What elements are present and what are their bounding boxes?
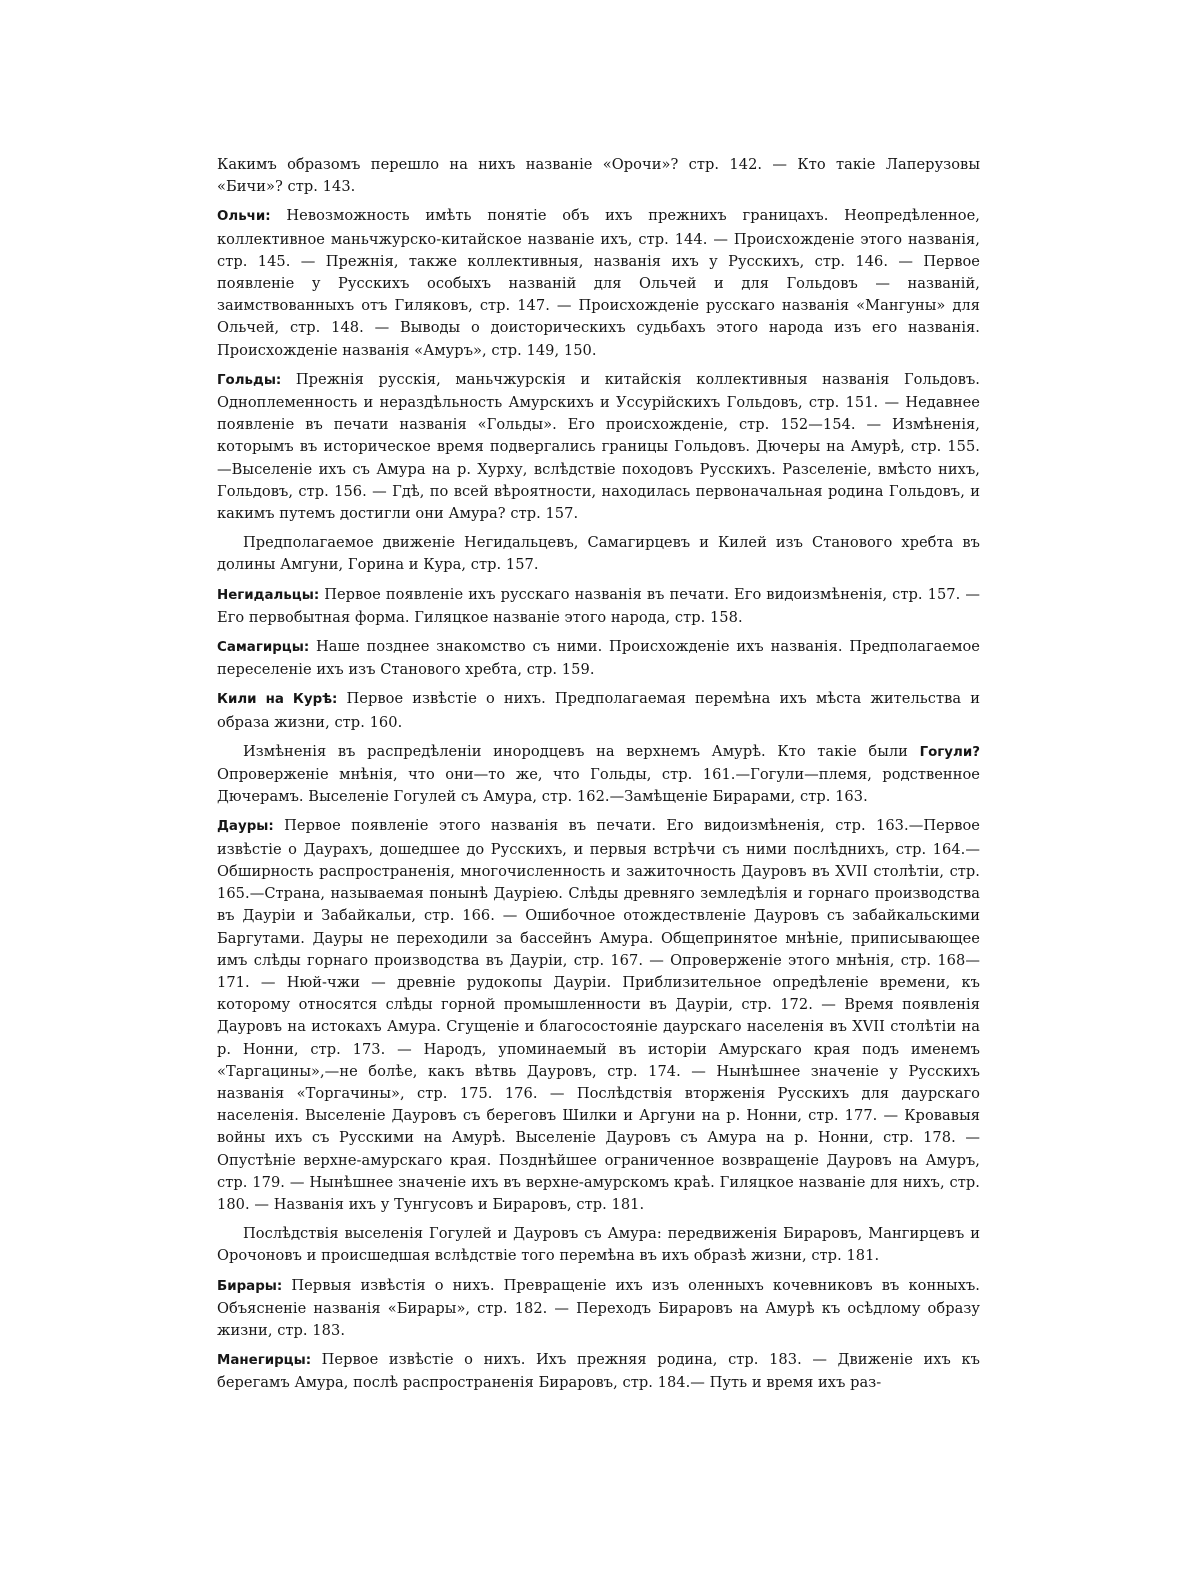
paragraph-goguli [217, 741, 980, 809]
paragraph-text: Невозможность имѣть понятіе объ ихъ прежнихъ границахъ. Неопредѣленное, коллективное маньчжурско-китайское названіе ихъ, стр. 144. — Происхожденіе этого названія, стр. 145. — Прежнія, также коллективныя, названія ихъ у Русскихъ, стр. 146. — Первое появленіе у Русскихъ особыхъ названій для Ольчей и для Гольдовъ — названій, заимствованныхъ отъ Гиляковъ, стр. 147. — Происхожденіе русскаго названія «Мангуны» для Ольчей, стр. 148. — Выводы о доисторическихъ судьбахъ этого народа изъ его названія. Происхожденіе названія «Амуръ», стр. 149, 150. [217, 207, 980, 359]
section-heading-daury: Дауры: [217, 819, 274, 835]
paragraph-goldy [217, 369, 980, 525]
paragraph-text: Прежнія русскія, маньчжурскія и китайскія коллективныя названія Гольдовъ. Одноплеменность и нераздѣльность Амурскихъ и Уссурійскихъ Гольдовъ, стр. 151. — Недавнее появленіе въ печати названія «Гольды». Его происхожденіе, стр. 152—154. — Измѣненія, которымъ въ историческое время подвергались границы Гольдовъ. Дючеры на Амурѣ, стр. 155.—Выселеніе ихъ съ Амура на р. Хурху, вслѣдствіе походовъ Русскихъ. Разселеніе, вмѣсто нихъ, Гольдовъ, стр. 156. — Гдѣ, по всей вѣроятности, находилась первоначальная родина Гольдовъ, и какимъ путемъ достигли они Амура? стр. 157. [217, 370, 980, 523]
paragraph-text: Послѣдствія выселенія Гогулей и Дауровъ съ Амура: передвиженія Бираровъ, Мангирцевъ и Орочоновъ и происшедшая вслѣдствіе того перемѣна въ ихъ образѣ жизни, стр. 181. [217, 1225, 980, 1265]
paragraph-movement [217, 532, 980, 576]
paragraph-text: Измѣненія въ распредѣленіи инородцевъ на верхнемъ Амурѣ. Кто такіе были [243, 742, 920, 760]
section-heading-manegirtsy: Манегирцы: [217, 1353, 312, 1369]
paragraph-orochi [217, 154, 980, 198]
paragraph-text: Первое извѣстіе о нихъ. Ихъ прежняя родина, стр. 183. — Движеніе ихъ къ берегамъ Амура, послѣ распространенія Бираровъ, стр. 184.— Путь и время ихъ раз- [217, 1351, 980, 1392]
section-heading-kili: Кили на Курѣ: [217, 692, 338, 708]
paragraph-text: Первое появленіе этого названія въ печати. Его видоизмѣненія, стр. 163.—Первое извѣстіе о Даурахъ, дошедшее до Русскихъ, и первыя встрѣчи съ ними послѣднихъ, стр. 164.—Обширность распространенія, многочисленность и зажиточность Дауровъ въ XVII столѣтіи, стр. 165.—Страна, называемая понынѣ Дауріею. Слѣды древняго земледѣлія и горнаго производства въ Дауріи и Забайкальи, стр. 166. — Ошибочное отождествленіе Дауровъ съ забайкальскими Баргутами. Дауры не переходили за бассейнъ Амура. Общепринятое мнѣніе, приписывающее имъ слѣды горнаго производства въ Дауріи, стр. 167. — Опроверженіе этого мнѣнія, стр. 168—171. — Нюй-чжи — древніе рудокопы Дауріи. Приблизительное опредѣленіе времени, къ которому относятся слѣды горной промышленности въ Дауріи, стр. 172. — Время появленія Дауровъ на истокахъ Амура. Сгущеніе и благосостояніе даурскаго населенія въ XVII столѣтіи на р. Нонни, стр. 173. — Народъ, упоминаемый въ исторіи Амурскаго края подъ именемъ «Таргацины»,—не болѣе, какъ вѣтвь Дауровъ, стр. 174. — Нынѣшнее значеніе у Русскихъ названія «Торгачины», стр. 175. 176. — Послѣдствія вторженія Русскихъ для даурскаго населенія. Выселеніе Дауровъ съ береговъ Шилки и Аргуни на р. Нонни, стр. 177. — Кровавыя войны ихъ съ Русскими на Амурѣ. Выселеніе Дауровъ съ Амура на р. Нонни, стр. 178. — Опустѣніе верхне-амурскаго края. Позднѣйшее ограниченное возвращеніе Дауровъ на Амуръ, стр. 179. — Нынѣшнее значеніе ихъ въ верхне-амурскомъ краѣ. Гиляцкое названіе для нихъ, стр. 180. — Названія ихъ у Тунгусовъ и Бираровъ, стр. 181. [217, 817, 980, 1213]
document-page [217, 154, 980, 1402]
paragraph-samagirtsy [217, 636, 980, 681]
paragraph-consequences [217, 1223, 980, 1267]
paragraph-text: Предполагаемое движеніе Негидальцевъ, Самагирцевъ и Килей изъ Станового хребта въ долины Амгуни, Горина и Кура, стр. 157. [217, 534, 980, 574]
paragraph-negidaltsy [217, 584, 980, 629]
paragraph-kili [217, 688, 980, 733]
paragraph-text: Наше позднее знакомство съ ними. Происхожденіе ихъ названія. Предполагаемое переселеніе ихъ изъ Станового хребта, стр. 159. [217, 638, 980, 679]
paragraph-text: Первыя извѣстія о нихъ. Превращеніе ихъ изъ оленныхъ кочевниковъ въ конныхъ. Объясненіе названія «Бирары», стр. 182. — Переходъ Бираровъ на Амурѣ къ осѣдлому образу жизни, стр. 183. [217, 1276, 980, 1339]
section-heading-goldy: Гольды: [217, 372, 282, 388]
paragraph-birary [217, 1275, 980, 1343]
paragraph-text: Первое появленіе ихъ русскаго названія въ печати. Его видоизмѣненія, стр. 157. — Его первобытная форма. Гиляцкое названіе этого народа, стр. 158. [217, 585, 980, 626]
paragraph-text-after: Опроверженіе мнѣнія, что они—то же, что Гольды, стр. 161.—Гогули—племя, родственное Дючерамъ. Выселеніе Гогулей съ Амура, стр. 162.—Замѣщеніе Бирарами, стр. 163. [217, 766, 980, 806]
section-heading-olchi: Ольчи: [217, 209, 271, 225]
paragraph-daury [217, 815, 980, 1216]
section-heading-samagirtsy: Самагирцы: [217, 640, 310, 656]
paragraph-manegirtsy [217, 1349, 980, 1394]
paragraph-text: Какимъ образомъ перешло на нихъ названіе «Орочи»? стр. 142. — Кто такіе Лаперузовы «Бичи»? стр. 143. [217, 156, 980, 196]
section-heading-birary: Бирары: [217, 1278, 283, 1294]
section-heading-goguli: Гогули? [919, 744, 980, 760]
section-heading-negidaltsy: Негидальцы: [217, 587, 320, 603]
paragraph-text: Первое извѣстіе о нихъ. Предполагаемая перемѣна ихъ мѣста жительства и образа жизни, стр. 160. [217, 690, 980, 731]
paragraph-olchi [217, 205, 980, 361]
